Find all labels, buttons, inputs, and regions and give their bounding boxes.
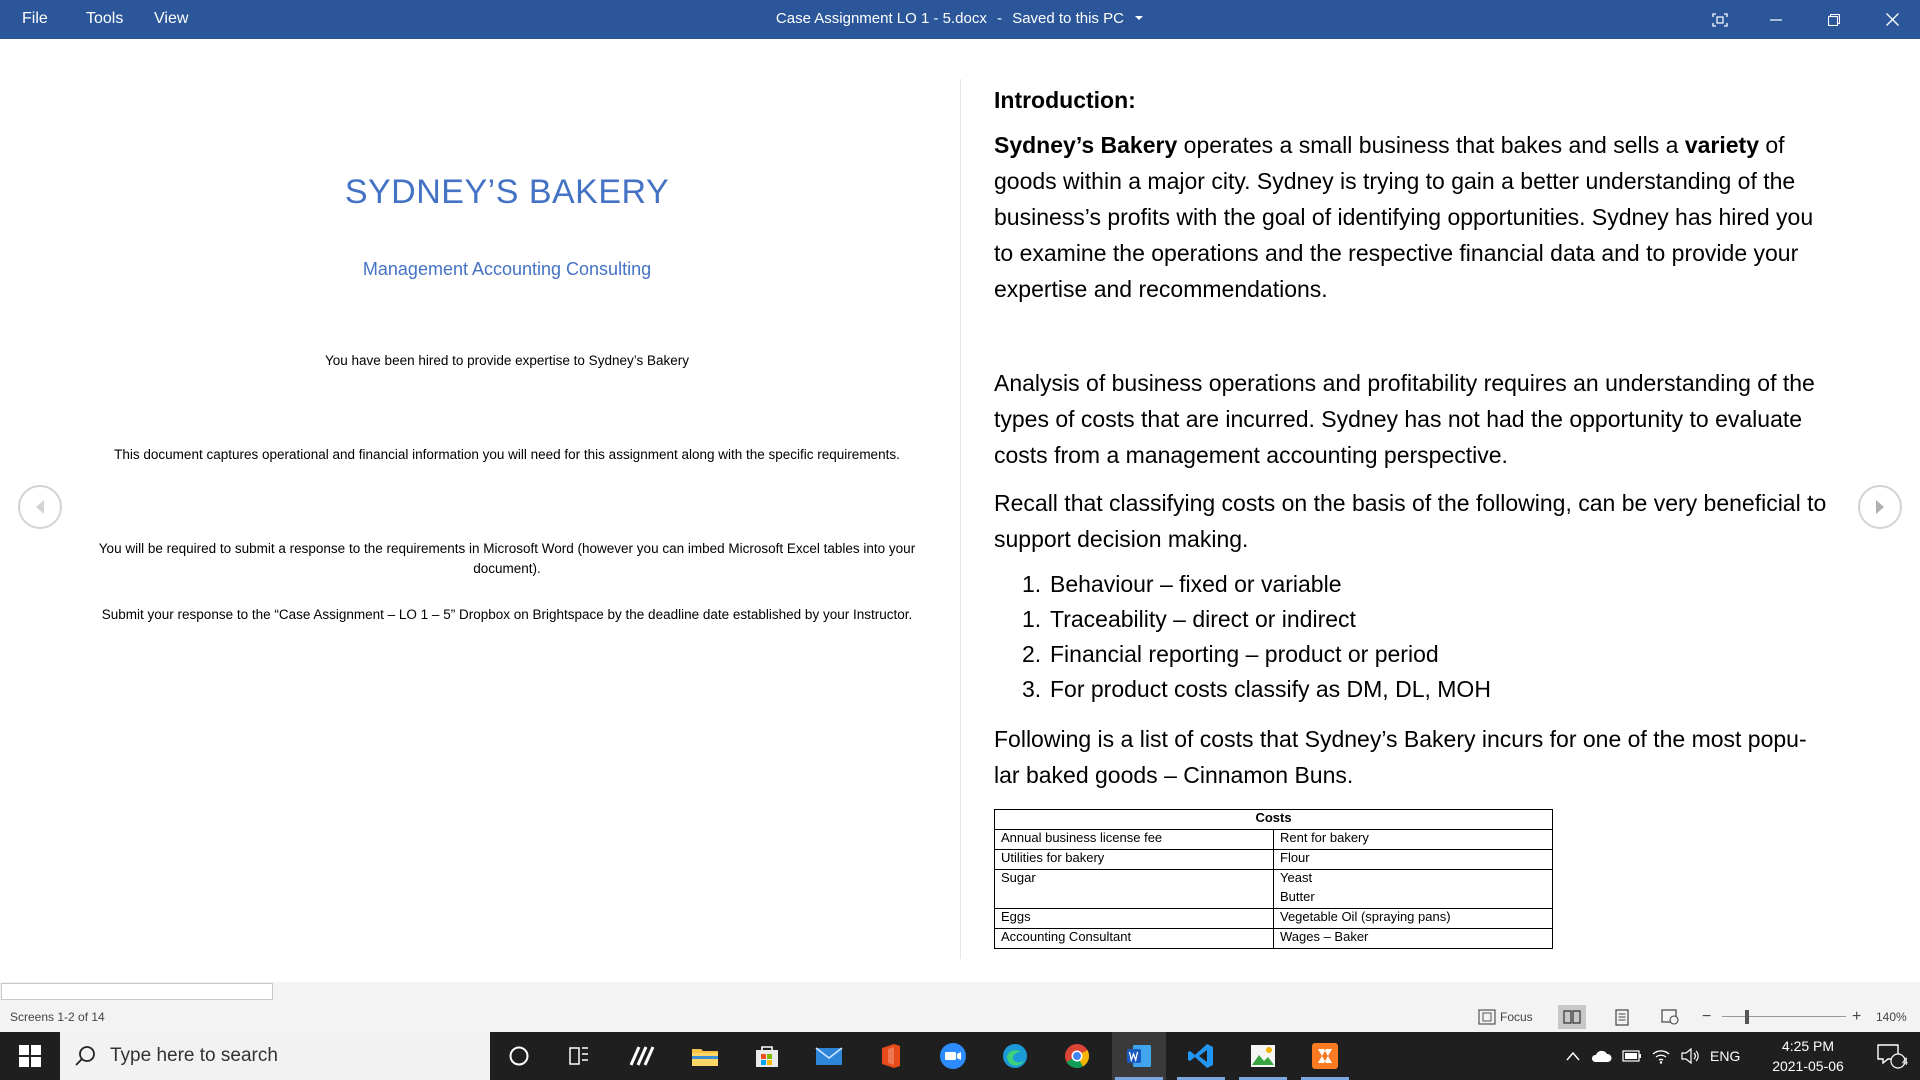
chevron-up-icon[interactable] <box>1566 1051 1580 1061</box>
menu-view[interactable]: View <box>154 10 189 27</box>
taskbar-chrome[interactable] <box>1050 1032 1104 1080</box>
table-cell: Utilities for bakery <box>995 850 1274 870</box>
edge-browser-icon <box>1001 1042 1029 1070</box>
zoom-video-icon <box>939 1042 967 1070</box>
office-icon <box>879 1043 903 1069</box>
cortana-icon <box>508 1045 530 1067</box>
document-reading-area[interactable] <box>0 39 1920 982</box>
table-header-costs: Costs <box>995 810 1553 830</box>
list-item <box>1022 567 1491 602</box>
close-icon <box>1886 13 1899 26</box>
taskbar-vscode[interactable] <box>1174 1032 1228 1080</box>
document-title-area <box>0 0 1920 39</box>
table-row <box>995 850 1553 870</box>
table-row <box>995 870 1553 890</box>
list-item-number: 3. <box>1022 676 1042 702</box>
read-mode-button[interactable] <box>1558 1005 1586 1029</box>
caret-left-icon <box>33 499 47 515</box>
title-bar <box>0 0 1920 39</box>
store-bag-icon <box>754 1044 780 1068</box>
start-button[interactable] <box>0 1032 60 1080</box>
list-item-text: Traceability – direct or indirect <box>1050 606 1356 632</box>
search-icon <box>74 1045 96 1067</box>
list-item-text: Financial reporting – product or period <box>1050 641 1439 667</box>
table-cell: Yeast <box>1274 870 1553 890</box>
notification-center-button[interactable] <box>1866 1032 1916 1080</box>
minimize-button[interactable] <box>1748 0 1804 39</box>
clock[interactable] <box>1760 1036 1856 1076</box>
task-view-button[interactable] <box>552 1032 606 1080</box>
cover-line-hired: You have been hired to provide expertise to Sydney’s Bakery <box>325 353 689 368</box>
wifi-icon[interactable] <box>1652 1048 1670 1064</box>
word-app-icon <box>1125 1043 1153 1069</box>
vscode-icon <box>1187 1042 1215 1070</box>
introduction-heading: Introduction: <box>994 87 1136 113</box>
restore-button[interactable] <box>1806 0 1862 39</box>
table-cell: Rent for bakery <box>1274 830 1553 850</box>
list-item <box>1022 602 1491 637</box>
zoom-out-button[interactable]: − <box>1702 1008 1712 1025</box>
taskbar-mail[interactable] <box>802 1032 856 1080</box>
print-layout-button[interactable] <box>1608 1005 1636 1029</box>
intro-bold-bakery: Sydney’s Bakery <box>994 132 1178 158</box>
notification-count: 4 <box>1901 1056 1909 1068</box>
analysis-paragraph: Analysis of business operations and profitability requires an understanding of the types of costs that are incurred. Sydney has not had the opportunity to evaluate costs from a management accounting perspective. <box>994 370 1815 468</box>
document-title[interactable] <box>776 10 1144 27</box>
focus-label: Focus <box>1500 1010 1533 1024</box>
taskbar-image-app[interactable] <box>1236 1032 1290 1080</box>
page-divider <box>960 79 961 959</box>
intro-text-1: operates a small business that bakes and sells a <box>1177 132 1685 158</box>
taskbar-file-explorer[interactable] <box>678 1032 732 1080</box>
taskbar-edge[interactable] <box>988 1032 1042 1080</box>
table-cell: Accounting Consultant <box>995 929 1274 949</box>
costs-table <box>994 809 1553 949</box>
close-button[interactable] <box>1864 0 1920 39</box>
menu-tools[interactable]: Tools <box>86 10 124 27</box>
task-view-icon <box>568 1045 590 1067</box>
table-cell: Sugar <box>995 870 1274 909</box>
taskbar <box>0 1032 1920 1080</box>
list-item-number: 1. <box>1022 571 1042 597</box>
title-separator: - <box>997 10 1003 27</box>
list-item <box>1022 637 1491 672</box>
image-editor-icon <box>1249 1043 1277 1069</box>
list-item-number: 2. <box>1022 641 1042 667</box>
intro-bold-variety: variety <box>1684 132 1759 158</box>
table-cell: Wages – Baker <box>1274 929 1553 949</box>
taskbar-search-box[interactable] <box>60 1032 490 1080</box>
taskbar-app-pen[interactable] <box>616 1032 670 1080</box>
cover-line-submit-word: You will be required to submit a response to the requirements in Microsoft Word (however you can imbed Microsoft Excel tables into your document). <box>98 541 916 576</box>
taskbar-office[interactable] <box>864 1032 918 1080</box>
onedrive-cloud-icon[interactable] <box>1590 1049 1612 1063</box>
table-cell: Butter <box>1274 889 1553 909</box>
table-cell: Flour <box>1274 850 1553 870</box>
table-row <box>995 929 1553 949</box>
folder-icon <box>691 1045 719 1067</box>
web-layout-icon <box>1661 1009 1679 1025</box>
list-item <box>1022 672 1491 707</box>
page-icon <box>1615 1009 1629 1026</box>
focus-button[interactable] <box>1478 1002 1533 1032</box>
search-placeholder: Type here to search <box>110 1045 278 1066</box>
screen-count: Screens 1-2 of 14 <box>10 1010 105 1024</box>
page-left <box>0 39 1014 979</box>
next-screen-button[interactable] <box>1858 485 1902 529</box>
previous-screen-button[interactable] <box>18 485 62 529</box>
restore-icon <box>1828 14 1840 26</box>
table-header-row <box>995 810 1553 830</box>
menu-file[interactable]: File <box>22 10 48 27</box>
taskbar-store[interactable] <box>740 1032 794 1080</box>
save-status: Saved to this PC <box>1012 10 1124 27</box>
caret-right-icon <box>1873 499 1887 515</box>
pen-app-icon <box>629 1045 657 1067</box>
horizontal-scrollbar[interactable] <box>0 982 1920 1002</box>
zoom-slider[interactable] <box>1722 1016 1846 1017</box>
cover-subtitle: Management Accounting Consulting <box>362 259 652 279</box>
cover-line-captures: This document captures operational and financial information you will need for this assignment along with the specific requirements. <box>114 447 900 462</box>
zoom-slider-thumb[interactable] <box>1745 1010 1749 1024</box>
taskbar-word[interactable] <box>1112 1032 1166 1080</box>
zoom-level[interactable]: 140% <box>1876 1010 1907 1024</box>
xampp-icon <box>1311 1042 1339 1070</box>
classification-list <box>1022 567 1491 707</box>
clock-time: 4:25 PM <box>1781 1038 1835 1054</box>
page-right <box>994 39 1834 979</box>
windows-logo-icon <box>19 1045 41 1067</box>
table-cell: Eggs <box>995 909 1274 929</box>
fullscreen-button[interactable] <box>1692 0 1748 39</box>
table-cell: Annual business license fee <box>995 830 1274 850</box>
language-indicator[interactable]: ENG <box>1710 1048 1741 1064</box>
list-item-text: For product costs classify as DM, DL, MOH <box>1050 676 1491 702</box>
web-layout-button[interactable] <box>1656 1005 1684 1029</box>
fullscreen-icon <box>1712 13 1728 27</box>
battery-icon[interactable] <box>1622 1050 1642 1062</box>
recall-paragraph: Recall that classifying costs on the basis of the following, can be very beneficial to support decision making. <box>994 490 1827 552</box>
taskbar-xampp[interactable] <box>1298 1032 1352 1080</box>
list-item-number: 1. <box>1022 606 1042 632</box>
table-cell: Vegetable Oil (spraying pans) <box>1274 909 1553 929</box>
zoom-in-button[interactable]: + <box>1852 1008 1862 1025</box>
scrollbar-thumb[interactable] <box>1 983 273 1000</box>
system-tray <box>1566 1032 1740 1080</box>
mail-icon <box>815 1045 843 1067</box>
intro-text-2: of goods within a major city. Sydney is trying to gain a better understanding of the business’s profits with the goal of identifying opportunities. Sydney has hired you to examine the operations and the respective financial data and to provide your expertise and recommendations. <box>994 132 1814 302</box>
document-filename: Case Assignment LO 1 - 5.docx <box>775 10 987 27</box>
cortana-button[interactable] <box>492 1032 546 1080</box>
chevron-down-icon <box>1134 13 1144 23</box>
taskbar-zoom[interactable] <box>926 1032 980 1080</box>
chrome-browser-icon <box>1063 1042 1091 1070</box>
cover-line-submit-dropbox: Submit your response to the “Case Assignment – LO 1 – 5” Dropbox on Brightspace by the deadline date established by your Instructor. <box>101 607 913 622</box>
focus-icon <box>1478 1009 1496 1025</box>
cover-title: SYDNEY’S BAKERY <box>344 173 670 211</box>
table-row <box>995 830 1553 850</box>
status-bar <box>0 1002 1920 1032</box>
book-icon <box>1563 1010 1581 1024</box>
minimize-icon <box>1770 14 1782 26</box>
clock-date: 2021-05-06 <box>1772 1058 1844 1074</box>
intro-paragraph <box>994 127 1829 307</box>
list-item-text: Behaviour – fixed or variable <box>1050 571 1342 597</box>
table-row <box>995 909 1553 929</box>
following-paragraph: Following is a list of costs that Sydney’s Bakery incurs for one of the most popu-lar baked goods – Cinnamon Buns. <box>994 726 1807 788</box>
speaker-icon[interactable] <box>1680 1048 1700 1064</box>
